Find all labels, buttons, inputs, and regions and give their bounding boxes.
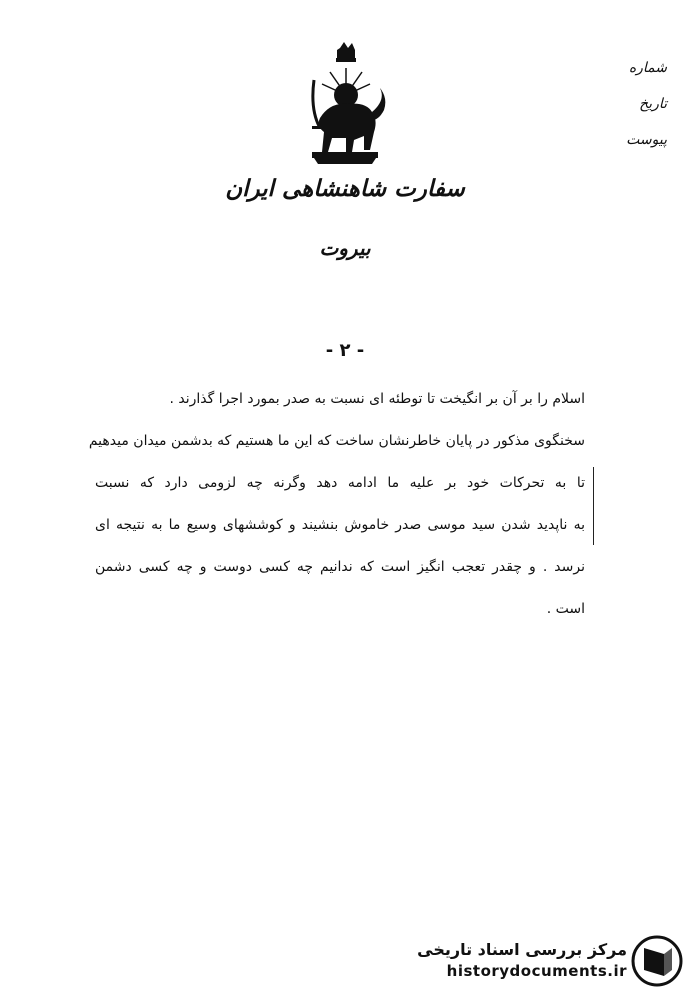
archive-logo-icon <box>630 934 684 988</box>
margin-bracket <box>590 467 594 545</box>
body-line: اسلام را بر آن بر انگیخت تا توطئه ای نسبت به صدر بمورد اجرا گذارند . <box>169 391 585 407</box>
body-line: تا به تحرکات خود بر علیه ما ادامه دهد وگرنه چه لزومی دارد که نسبت <box>95 475 585 491</box>
document-body <box>88 378 585 630</box>
body-line: به ناپدید شدن سید موسی صدر خاموش بنشیند و کوششهای وسیع ما به نتیجه ای <box>95 517 585 533</box>
page-number: - ۲ - <box>325 340 365 361</box>
date-label: تاریخ <box>639 96 667 112</box>
margin-labels <box>597 50 667 158</box>
watermark-name: مرکز بررسی اسناد تاریخی <box>417 940 627 959</box>
body-line: است . <box>546 601 585 617</box>
body-line: سخنگوی مذکور در پایان خاطرنشان ساخت که این ما هستیم که بدشمن میدان میدهیم <box>88 433 585 449</box>
attachment-label: پیوست <box>626 132 667 148</box>
number-label: شماره <box>628 60 667 76</box>
watermark-url: historydocuments.ir <box>446 962 627 980</box>
body-line: نرسد . و چقدر تعجب انگیز است که ندانیم چه کسی دوست و چه کسی دشمن <box>95 559 585 575</box>
city-title: بیروت <box>319 236 371 260</box>
lion-and-sun-emblem-icon <box>300 40 390 165</box>
embassy-title: سفارت شاهنشاهی ایران <box>225 175 465 202</box>
